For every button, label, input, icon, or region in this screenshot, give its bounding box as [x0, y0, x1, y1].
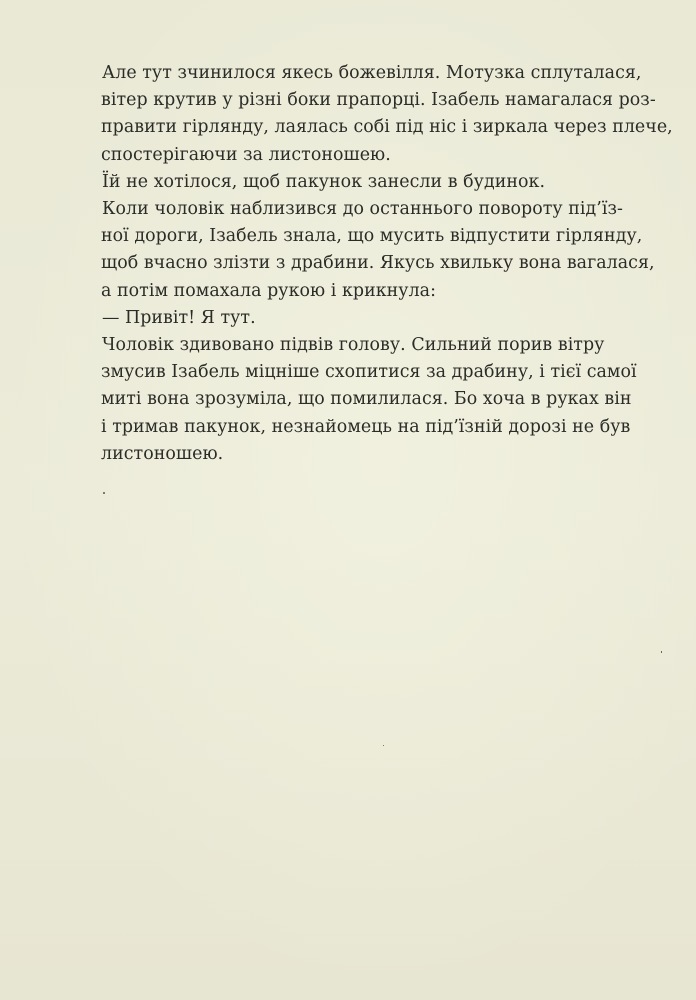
paragraph-2: [102, 169, 604, 196]
paper-speck: [103, 492, 105, 494]
text-line: ної дороги, Ізабель знала, що мусить відпустити гірлянду,: [101, 226, 643, 247]
paragraph-3: [101, 196, 655, 305]
paper-speck: [661, 651, 662, 653]
paragraph-4: [102, 305, 604, 332]
text-line: а потім помахала рукою і крикнула:: [101, 280, 436, 301]
text-line: змусив Ізабель міцніше схопитися за драбину, і тієї самої: [101, 362, 637, 383]
text-line: Чоловік здивовано підвів голову. Сильний порив вітру: [102, 335, 605, 356]
text-line: вітер крутив у різні боки прапорці. Ізабель намагалася роз-: [101, 90, 656, 111]
text-line: листоношею.: [101, 443, 224, 464]
text-line: і тримав пакунок, незнайомець на під’їзній дорозі не був: [101, 416, 631, 437]
text-line: спостерігаючи за листоношею.: [101, 144, 391, 165]
text-line: миті вона зрозуміла, що помилилася. Бо хоча в руках він: [101, 389, 632, 410]
text-line: — Привіт! Я тут.: [102, 307, 256, 328]
paragraph-1: [101, 60, 673, 169]
text-line: Але тут зчинилося якесь божевілля. Мотузка сплуталася,: [102, 63, 642, 83]
page-text: [101, 60, 673, 468]
text-line: правити гірлянду, лаялась собі під ніс і зиркала через плече,: [101, 117, 673, 138]
text-line: Їй не хотілося, щоб пакунок занесли в будинок.: [102, 171, 546, 192]
text-line: Коли чоловік наблизився до останнього повороту під’їз-: [102, 199, 623, 220]
text-line: щоб вчасно злізти з драбини. Якусь хвильку вона вагалася,: [101, 253, 655, 274]
paragraph-5: [101, 332, 637, 468]
paper-speck: [383, 745, 384, 746]
